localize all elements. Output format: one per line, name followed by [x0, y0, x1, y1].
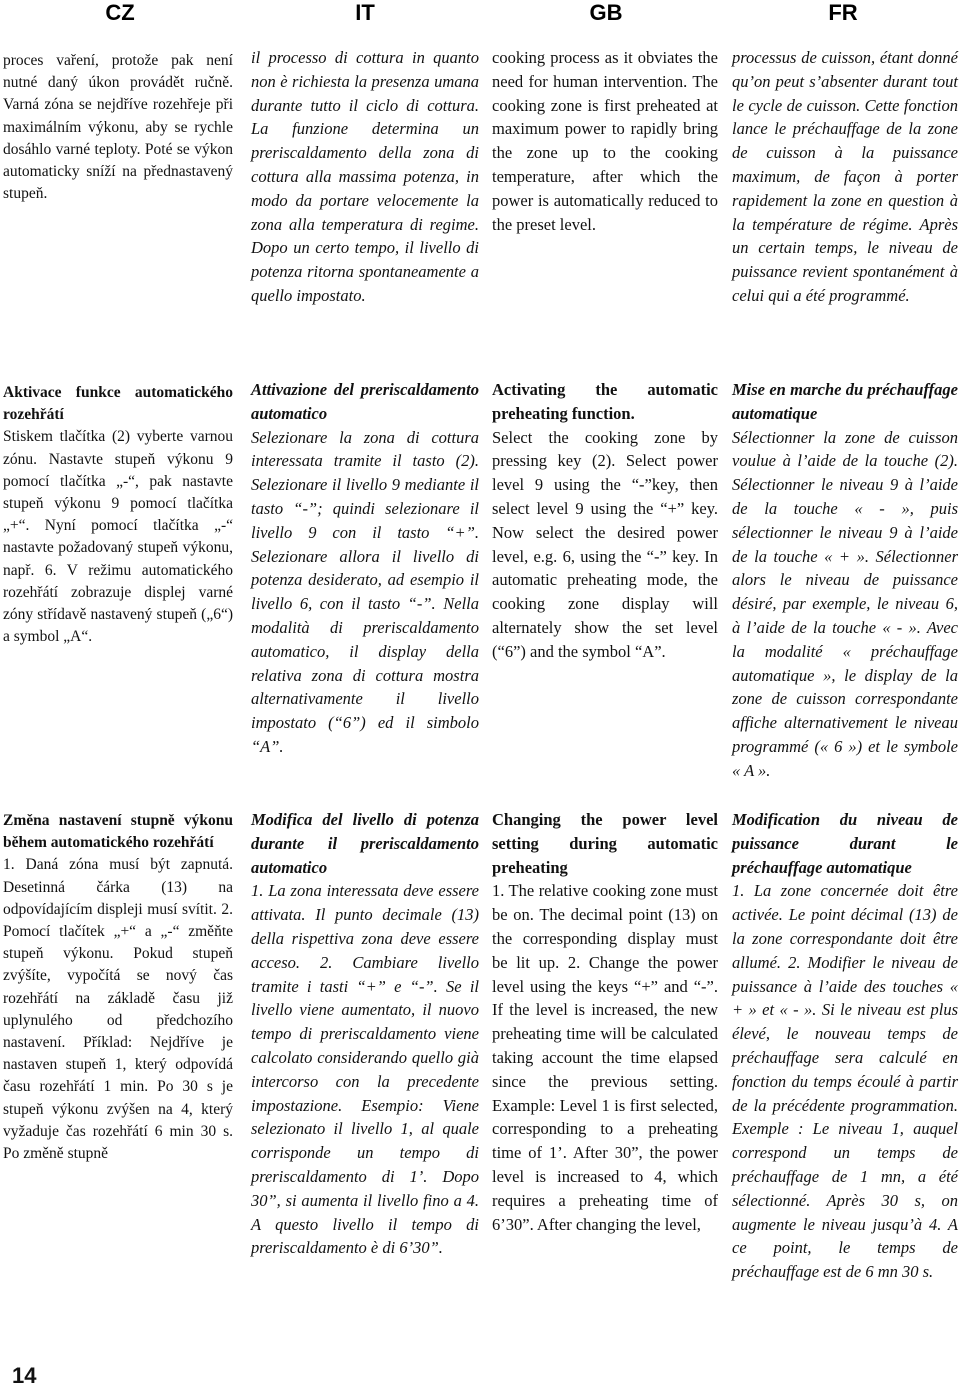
section-heading: Modification du niveau de puissance durant le préchauffage automatique	[732, 810, 958, 877]
section-body: Sélectionner la zone de cuisson voulue à l’aide de la touche (2). Sélectionner le niveau 9 à l’aide de la touche « - », puis sélectionner le niveau 9 à l’aide de la touche « + ». Sélectionner alors le niveau de puissance désiré, par exemple, le niveau 6, à l’aide de la touche « - ». Avec la modalité « préchauffage automatique », le display de la zone de cuisson correspondante affiche alternativement le niveau programmé (« 6 ») et le symbole « A ».	[732, 427, 958, 780]
changing-section	[251, 808, 479, 1260]
language-header-fr: FR	[828, 0, 858, 25]
section-heading: Mise en marche du préchauffage automatique	[732, 380, 958, 423]
section-body: 1. La zone concernée doit être activée. Le point décimal (13) de la zone correspondante doit être allumé. 2. Modifier le niveau de puissance à l’aide des touches « + » et « - ». Si le niveau est plus élevé, le nouveau temps de préchauffage sera calculé en fonction du temps écoulé à partir de la précédente programmation. Exemple : Le niveau 1, auquel correspond un temps de préchauffage de 1 mn, a été sélectionné. Après 30 s, on augmente le niveau jusqu’à 4. A ce point, le temps de préchauffage est de 6 mn 30 s.	[732, 881, 958, 1282]
section-body: 1. Daná zóna musí být zapnutá. Desetinná čárka (13) na odpovídajícím displeji musí svítit. 2. Pomocí tlačítek „+“ a „-“ změňte stupeň výkonu. Pokud stupeň zvýšíte, vypočítá se nový čas rozehřátí na základě času již uplynulého od předchozího nastavení. Příklad: Nejdříve je nastaven stupeň 1, který odpovídá času rozehřátí 1 min. Po 30 s je stupeň výkonu zvýšen na 4, který vyžaduje čas rozehřátí 6 min 30 s. Po změně stupně	[3, 856, 233, 1163]
intro-section	[732, 46, 958, 308]
section-heading: Changing the power level setting during automatic preheating	[492, 810, 718, 877]
activating-section	[251, 378, 479, 759]
intro-section	[251, 46, 479, 308]
activating-section	[3, 382, 233, 648]
language-header-it: IT	[355, 0, 375, 25]
section-body: 1. La zona interessata deve essere attivata. Il punto decimale (13) della rispettiva zona deve essere acceso. 2. Cambiare livello tramite i tasti “+” e “-”. Se il livello viene aumentato, il nuovo tempo di preriscaldamento viene calcolato considerando quello già intercorso con la precedente impostazione. Esempio: Viene selezionato il livello 1, al quale corrisponde un tempo di preriscaldamento di 1’. Dopo 30”, si aumenta il livello fino a 4. A questo livello il tempo di preriscaldamento è di 6’30”.	[251, 881, 479, 1258]
activating-section	[732, 378, 958, 783]
section-body: Select the cooking zone by pressing key (2). Select power level 9 using the “-”key, then select level 9 using the “+” key. Now select the desired power level, e.g. 6, using the “-” key. In automatic preheating mode, the cooking zone display will alternately show the set level (“6”) and the symbol “A”.	[492, 427, 718, 661]
section-body: 1. The relative cooking zone must be on. The decimal point (13) on the corresponding display must be lit up. 2. Change the power level using the keys “+” and “-”. If the level is increased, the new preheating time will be calculated taking account the time elapsed since the previous setting. Example: Level 1 is first selected, corresponding to a preheating time of 1’. After 30”, the power level is increased to 4, which requires a preheating time of 6’30”. After changing the level,	[492, 881, 718, 1234]
section-body: Stiskem tlačítka (2) vyberte varnou zónu. Nastavte stupeň výkonu 9 pomocí tlačítka „-“, pak nastavte stupeň výkonu 9 pomocí tlačítka „+“. Nyní pomocí tlačítka „-“ nastavte požadovaný stupeň výkonu, např. 6. V režimu automatického rozehřátí zobrazuje displej varné zóny střídavě nastavený stupeň („6“) a symbol „A“.	[3, 428, 233, 646]
column-gb	[492, 0, 718, 1390]
page-number: 14	[12, 1363, 37, 1388]
intro-section	[3, 50, 233, 205]
column-fr	[732, 0, 958, 1390]
section-body: Selezionare la zona di cottura interessata tramite il tasto (2). Selezionare il livello 9 mediante il tasto “-”; quindi selezionare il livello 9 con il tasto “+”. Selezionare allora il livello di potenza desiderato, ad esempio il livello 6, con il tasto “-”. Nella modalità di preriscaldamento automatico, il display della relativa zona di cottura mostra alternativamente il livello impostato (“6”) ed il simbolo “A”.	[251, 427, 479, 756]
changing-section	[492, 808, 718, 1236]
section-heading: Modifica del livello di potenza durante il preriscaldamento automatico	[251, 810, 479, 877]
intro-text: processus de cuisson, étant donné qu’on peut s’absenter durant tout le cycle de cuisson. Cette fonction lance le préchauffage de la zone de cuisson à la puissance maximum, de façon à porter rapidement la zone en question à la température de régime. Après un certain temps, le niveau de puissance revient spontanément à celui qui a été programmé.	[732, 48, 958, 305]
language-header-cz: CZ	[105, 0, 135, 25]
column-cz	[3, 0, 233, 1390]
intro-text: cooking process as it obviates the need for human intervention. The cooking zone is first preheated at maximum power to rapidly bring the zone up to the cooking temperature, after which the power is automatically reduced to the preset level.	[492, 48, 718, 234]
column-it	[251, 0, 479, 1390]
section-heading: Attivazione del preriscaldamento automatico	[251, 380, 479, 423]
intro-text: proces vaření, protože pak není nutné daný úkon provádět ručně. Varná zóna se nejdříve rozehřeje při maximálním výkonu, aby se rychle dosáhlo varné teploty. Poté se výkon automaticky sníží na přednastavený stupeň.	[3, 52, 233, 203]
activating-section	[492, 378, 718, 664]
intro-section	[492, 46, 718, 236]
section-heading: Activating the automatic preheating function.	[492, 380, 718, 423]
section-heading: Aktivace funkce automatického rozehřátí	[3, 384, 233, 424]
language-header-gb: GB	[589, 0, 623, 25]
changing-section	[3, 810, 233, 1165]
intro-text: il processo di cottura in quanto non è richiesta la presenza umana durante tutto il ciclo di cottura. La funzione determina un preriscaldamento della zona di cottura alla massima potenza, in modo da portare velocemente la zona alla temperatura di regime. Dopo un certo tempo, il livello di potenza ritorna spontaneamente a quello impostato.	[251, 48, 479, 305]
section-heading: Změna nastavení stupně výkonu během automatického rozehřátí	[3, 812, 233, 852]
changing-section	[732, 808, 958, 1284]
